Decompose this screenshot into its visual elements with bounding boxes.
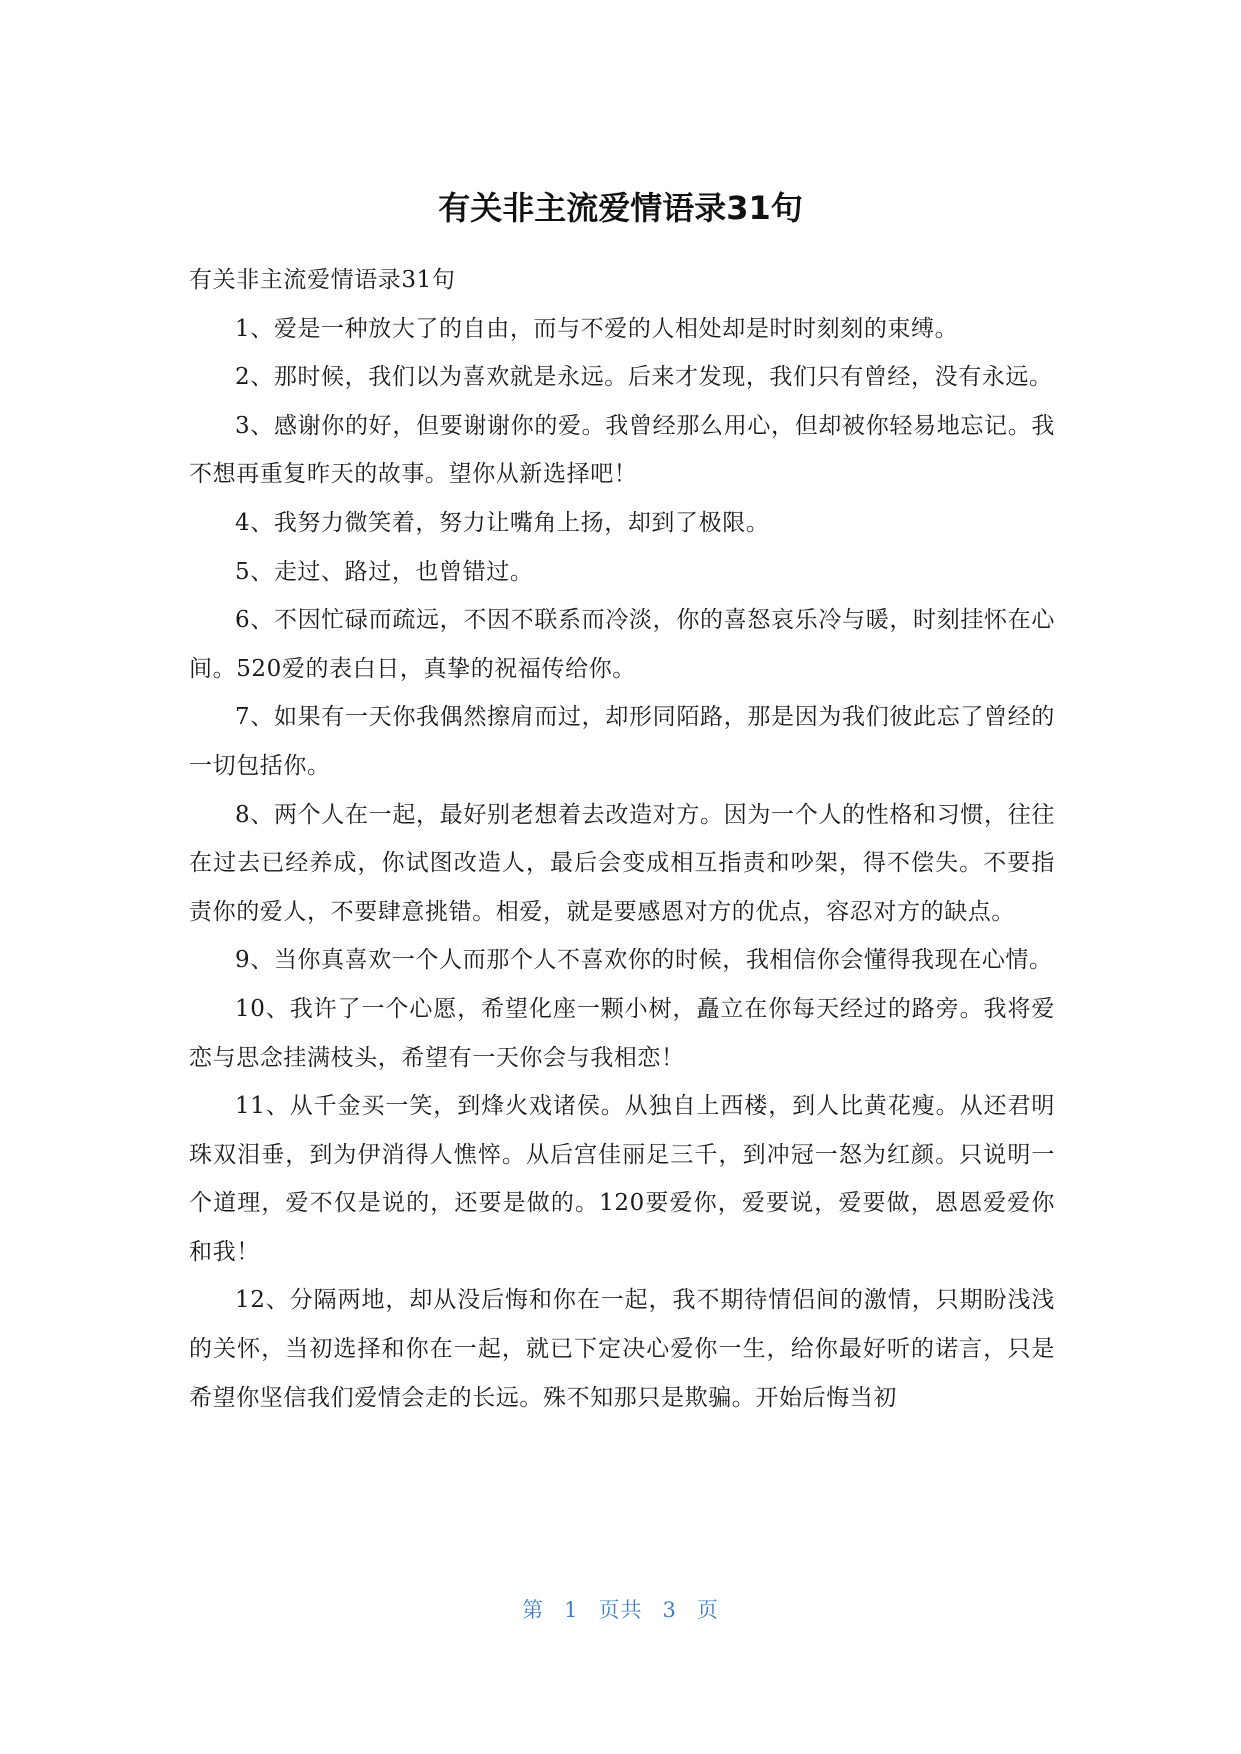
quote-item-8: 8、两个人在一起，最好别老想着去改造对方。因为一个人的性格和习惯，往往在过去已经养成，你试图改造人，最后会变成相互指责和吵架，得不偿失。不要指责你的爱人，不要肆意挑错。相爱，就是要感恩对方的优点，容忍对方的缺点。: [189, 801, 1055, 925]
quote-item-11: 11、从千金买一笑，到烽火戏诸侯。从独自上西楼，到人比黄花瘦。从还君明珠双泪垂，到为伊消得人憔悴。从后宫佳丽足三千，到冲冠一怒为红颜。只说明一个道理，爱不仅是说的，还要是做的。120要爱你，爱要说，爱要做，恩恩爱爱你和我！: [189, 1093, 1055, 1265]
document-title: 有关非主流爱情语录31句: [438, 189, 803, 227]
quote-item-9: 9、当你真喜欢一个人而那个人不喜欢你的时候，我相信你会懂得我现在心情。: [235, 947, 1053, 974]
footer-current-page: 1: [564, 1598, 579, 1622]
quote-item-4: 4、我努力微笑着，努力让嘴角上扬，却到了极限。: [235, 509, 770, 536]
quote-item-12: 12、分隔两地，却从没后悔和你在一起，我不期待情侣间的激情，只期盼浅浅的关怀，当初选择和你在一起，就已下定决心爱你一生，给你最好听的诺言，只是希望你坚信我们爱情会走的长远。殊不知那只是欺骗。开始后悔当初: [189, 1287, 1055, 1411]
document-subtitle: 有关非主流爱情语录31句: [189, 267, 456, 293]
footer-word-ye-gong: 页共: [598, 1598, 643, 1622]
quote-item-6: 6、不因忙碌而疏远，不因不联系而冷淡，你的喜怒哀乐冷与暖，时刻挂怀在心间。520爱的表白日，真挚的祝福传给你。: [189, 607, 1055, 682]
quote-item-10: 10、我许了一个心愿，希望化座一颗小树，矗立在你每天经过的路旁。我将爱恋与思念挂满枝头，希望有一天你会与我相恋！: [189, 995, 1055, 1071]
quote-item-7: 7、如果有一天你我偶然擦肩而过，却形同陌路，那是因为我们彼此忘了曾经的一切包括你。: [189, 704, 1055, 779]
quote-item-2: 2、那时候，我们以为喜欢就是永远。后来才发现，我们只有曾经，没有永远。: [235, 364, 1053, 391]
footer-total-pages: 3: [662, 1598, 677, 1622]
page-footer: [0, 1594, 1241, 1624]
footer-word-ye: 页: [696, 1598, 719, 1622]
footer-word-di: 第: [522, 1598, 545, 1622]
quote-item-5: 5、走过、路过，也曾错过。: [235, 558, 534, 585]
quote-item-1: 1、爱是一种放大了的自由，而与不爱的人相处却是时时刻刻的束缚。: [235, 315, 959, 342]
document-body: [189, 256, 1055, 1422]
quote-item-3: 3、感谢你的好，但要谢谢你的爱。我曾经那么用心，但却被你轻易地忘记。我不想再重复昨天的故事。望你从新选择吧！: [189, 412, 1055, 488]
